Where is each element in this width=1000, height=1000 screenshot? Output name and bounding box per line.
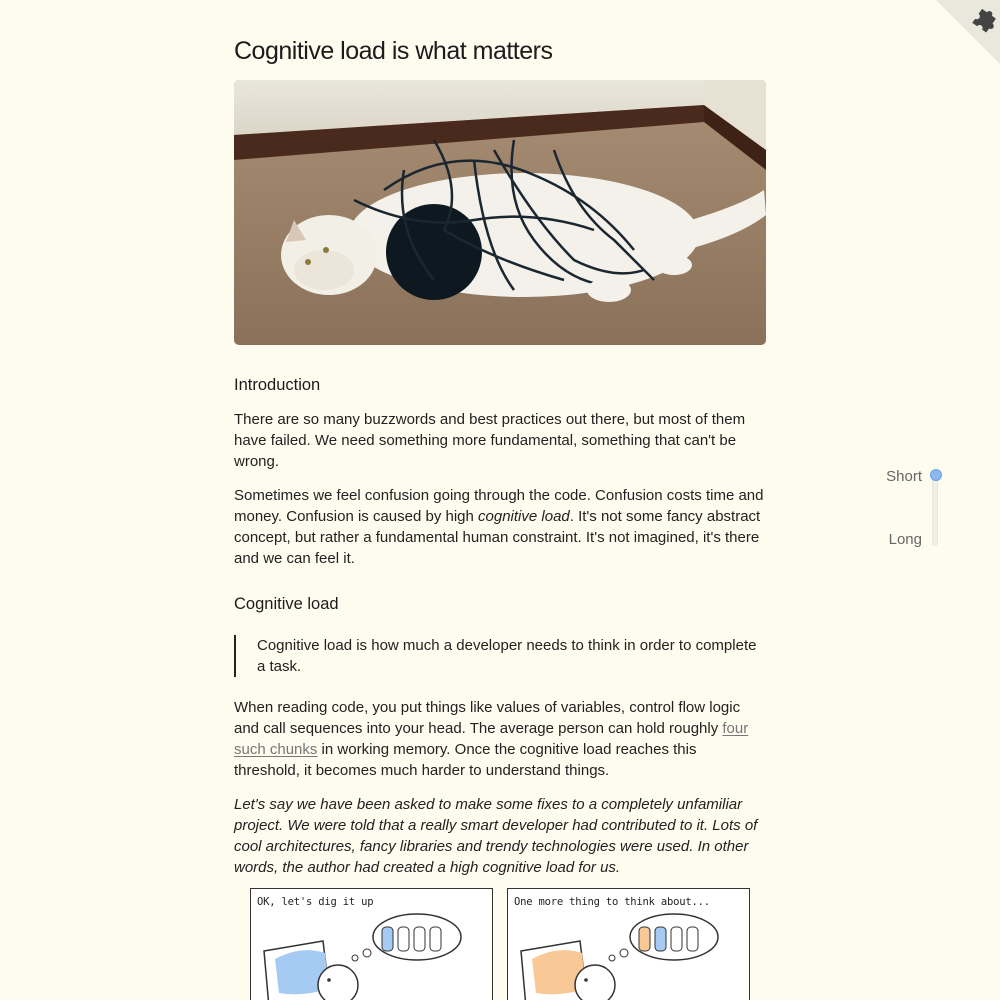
comic-drawing-2 xyxy=(508,889,748,1000)
scenario-paragraph: Let's say we have been asked to make some fixes to a completely unfamiliar project. We were told that a really smart developer had contributed to it. Lots of cool architectures, fancy libraries and trendy technologies were used. In other words, the author had created a high cognitive load for us. xyxy=(234,796,758,876)
article xyxy=(234,0,766,878)
comic-drawing-1 xyxy=(251,889,491,1000)
cognitive-load-emphasis: cognitive load xyxy=(478,508,570,525)
intro-paragraph-2 xyxy=(234,485,766,569)
introduction-heading: Introduction xyxy=(234,376,321,394)
long-option[interactable]: Long xyxy=(888,531,922,548)
length-slider-track[interactable] xyxy=(932,474,938,546)
page-title: Cognitive load is what matters xyxy=(234,37,553,65)
intro-paragraph-1: There are so many buzzwords and best practices out there, but most of them have failed. We need something more fundamental, something that can't be wrong. xyxy=(234,411,746,470)
p2-text-before: Sometimes we feel confusion going through the code. Confusion costs time and money. Confusion is caused by high xyxy=(234,487,764,525)
comic-caption-1: OK, let's dig it up xyxy=(257,896,374,908)
comic-panel-1 xyxy=(250,888,493,1000)
working-memory-paragraph xyxy=(234,697,766,781)
hero-image xyxy=(234,80,766,345)
length-slider-knob[interactable] xyxy=(930,469,942,481)
definition-quote: Cognitive load is how much a developer needs to think in order to complete a task. xyxy=(234,635,766,677)
four-chunks-link[interactable]: four such chunks xyxy=(234,720,749,758)
p2-text-after: . It's not some fancy abstract concept, but rather a fundamental human constraint. It's not imagined, it's there and we can feel it. xyxy=(234,508,761,567)
cognitive-load-heading: Cognitive load xyxy=(234,595,339,613)
comic-panel-2 xyxy=(507,888,750,1000)
puzzle-piece-icon[interactable] xyxy=(936,0,1000,64)
comic-caption-2: One more thing to think about... xyxy=(514,896,710,908)
p3-text-before: When reading code, you put things like values of variables, control flow logic and call sequences into your head. The average person can hold roughly xyxy=(234,699,741,737)
length-switch[interactable] xyxy=(880,464,950,554)
comic-strip xyxy=(250,888,752,1000)
p3-text-after: in working memory. Once the cognitive load reaches this threshold, it becomes much harder to understand things. xyxy=(234,741,697,779)
short-option[interactable]: Short xyxy=(886,468,922,485)
